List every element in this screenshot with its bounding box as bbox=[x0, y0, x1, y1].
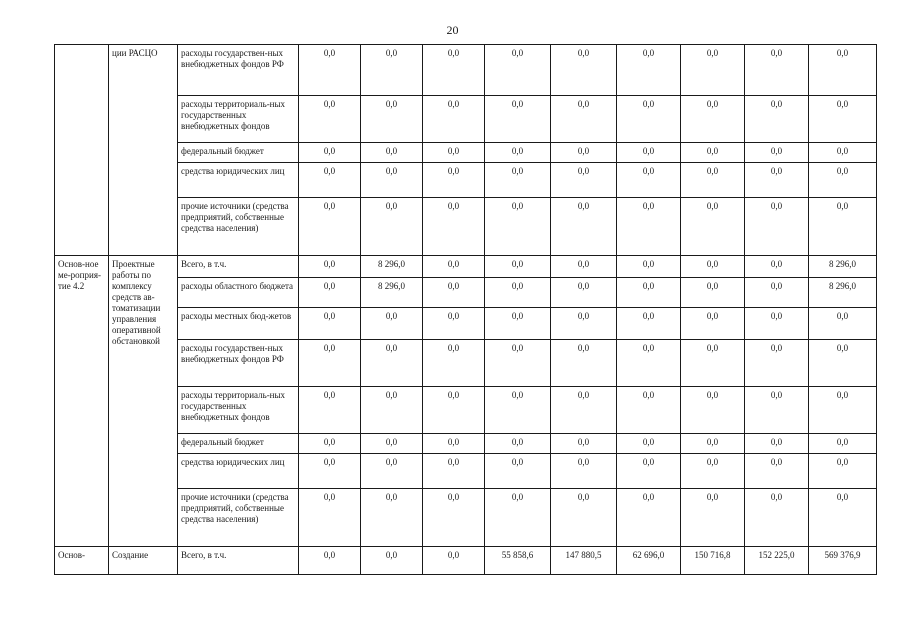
event-code-cell bbox=[55, 45, 109, 256]
amount-cell: 0,0 bbox=[617, 454, 681, 489]
amount-cell: 0,0 bbox=[485, 256, 551, 278]
amount-cell: 150 716,8 bbox=[681, 547, 745, 575]
amount-cell: 0,0 bbox=[299, 45, 361, 96]
funding-source-cell: расходы местных бюд-жетов bbox=[178, 308, 299, 340]
amount-cell: 0,0 bbox=[681, 45, 745, 96]
amount-cell: 0,0 bbox=[809, 489, 877, 547]
amount-cell: 0,0 bbox=[361, 308, 423, 340]
amount-cell: 0,0 bbox=[361, 340, 423, 387]
amount-cell: 0,0 bbox=[361, 45, 423, 96]
amount-cell: 0,0 bbox=[617, 163, 681, 198]
amount-cell: 0,0 bbox=[423, 308, 485, 340]
amount-cell: 0,0 bbox=[681, 434, 745, 454]
amount-cell: 8 296,0 bbox=[809, 256, 877, 278]
amount-cell: 0,0 bbox=[299, 308, 361, 340]
table-row bbox=[55, 308, 877, 340]
amount-cell: 62 696,0 bbox=[617, 547, 681, 575]
amount-cell: 0,0 bbox=[551, 163, 617, 198]
amount-cell: 0,0 bbox=[745, 434, 809, 454]
amount-cell: 0,0 bbox=[361, 434, 423, 454]
funding-source-cell: средства юридических лиц bbox=[178, 163, 299, 198]
table-row bbox=[55, 547, 877, 575]
amount-cell: 0,0 bbox=[423, 489, 485, 547]
amount-cell: 0,0 bbox=[617, 308, 681, 340]
amount-cell: 0,0 bbox=[681, 198, 745, 256]
amount-cell: 0,0 bbox=[551, 387, 617, 434]
amount-cell: 0,0 bbox=[617, 489, 681, 547]
funding-source-cell: Всего, в т.ч. bbox=[178, 256, 299, 278]
amount-cell: 0,0 bbox=[361, 96, 423, 143]
amount-cell: 8 296,0 bbox=[361, 278, 423, 308]
table-row bbox=[55, 143, 877, 163]
amount-cell: 0,0 bbox=[485, 198, 551, 256]
amount-cell: 0,0 bbox=[299, 547, 361, 575]
amount-cell: 0,0 bbox=[551, 45, 617, 96]
amount-cell: 0,0 bbox=[617, 387, 681, 434]
amount-cell: 0,0 bbox=[485, 96, 551, 143]
amount-cell: 0,0 bbox=[485, 163, 551, 198]
amount-cell: 0,0 bbox=[681, 340, 745, 387]
amount-cell: 0,0 bbox=[809, 143, 877, 163]
amount-cell: 0,0 bbox=[423, 198, 485, 256]
amount-cell: 0,0 bbox=[681, 163, 745, 198]
funding-source-cell: средства юридических лиц bbox=[178, 454, 299, 489]
table-row bbox=[55, 434, 877, 454]
amount-cell: 0,0 bbox=[299, 434, 361, 454]
table-row bbox=[55, 340, 877, 387]
amount-cell: 0,0 bbox=[551, 340, 617, 387]
amount-cell: 0,0 bbox=[681, 454, 745, 489]
amount-cell: 0,0 bbox=[551, 489, 617, 547]
amount-cell: 0,0 bbox=[809, 96, 877, 143]
amount-cell: 0,0 bbox=[745, 454, 809, 489]
amount-cell: 0,0 bbox=[423, 340, 485, 387]
amount-cell: 0,0 bbox=[745, 387, 809, 434]
amount-cell: 0,0 bbox=[485, 143, 551, 163]
amount-cell: 0,0 bbox=[617, 45, 681, 96]
amount-cell: 0,0 bbox=[681, 96, 745, 143]
amount-cell: 0,0 bbox=[361, 547, 423, 575]
table-row bbox=[55, 454, 877, 489]
amount-cell: 0,0 bbox=[299, 387, 361, 434]
amount-cell: 0,0 bbox=[299, 489, 361, 547]
amount-cell: 0,0 bbox=[809, 45, 877, 96]
amount-cell: 8 296,0 bbox=[361, 256, 423, 278]
event-code-cell: Основ-ное ме-роприя-тие 4.2 bbox=[55, 256, 109, 547]
amount-cell: 0,0 bbox=[423, 547, 485, 575]
event-name-cell: Проектные работы по комплексу средств ав-томатизации управления оперативной обстановкой bbox=[109, 256, 178, 547]
amount-cell: 0,0 bbox=[745, 163, 809, 198]
amount-cell: 0,0 bbox=[617, 340, 681, 387]
amount-cell: 0,0 bbox=[485, 308, 551, 340]
amount-cell: 0,0 bbox=[485, 489, 551, 547]
table-row bbox=[55, 278, 877, 308]
amount-cell: 147 880,5 bbox=[551, 547, 617, 575]
amount-cell: 0,0 bbox=[809, 163, 877, 198]
amount-cell: 0,0 bbox=[423, 454, 485, 489]
funding-source-cell: Всего, в т.ч. bbox=[178, 547, 299, 575]
table-row bbox=[55, 198, 877, 256]
funding-source-cell: расходы территориаль-ных государственных внебюджетных фондов bbox=[178, 387, 299, 434]
amount-cell: 0,0 bbox=[617, 96, 681, 143]
amount-cell: 0,0 bbox=[485, 434, 551, 454]
amount-cell: 0,0 bbox=[745, 45, 809, 96]
amount-cell: 0,0 bbox=[681, 387, 745, 434]
table-row bbox=[55, 387, 877, 434]
amount-cell: 0,0 bbox=[809, 308, 877, 340]
amount-cell: 0,0 bbox=[551, 454, 617, 489]
table-row bbox=[55, 256, 877, 278]
amount-cell: 152 225,0 bbox=[745, 547, 809, 575]
amount-cell: 0,0 bbox=[299, 454, 361, 489]
amount-cell: 0,0 bbox=[361, 163, 423, 198]
amount-cell: 0,0 bbox=[423, 45, 485, 96]
amount-cell: 0,0 bbox=[423, 163, 485, 198]
amount-cell: 0,0 bbox=[681, 143, 745, 163]
funding-source-cell: расходы государствен-ных внебюджетных фондов РФ bbox=[178, 45, 299, 96]
amount-cell: 0,0 bbox=[681, 489, 745, 547]
amount-cell: 0,0 bbox=[485, 45, 551, 96]
amount-cell: 0,0 bbox=[745, 256, 809, 278]
funding-table bbox=[54, 44, 877, 575]
amount-cell: 0,0 bbox=[551, 96, 617, 143]
amount-cell: 0,0 bbox=[551, 278, 617, 308]
amount-cell: 0,0 bbox=[681, 256, 745, 278]
amount-cell: 0,0 bbox=[745, 198, 809, 256]
amount-cell: 0,0 bbox=[745, 489, 809, 547]
event-name-cell: ции РАСЦО bbox=[109, 45, 178, 256]
amount-cell: 8 296,0 bbox=[809, 278, 877, 308]
amount-cell: 0,0 bbox=[809, 454, 877, 489]
amount-cell: 0,0 bbox=[299, 278, 361, 308]
table-row bbox=[55, 45, 877, 96]
amount-cell: 0,0 bbox=[681, 308, 745, 340]
amount-cell: 0,0 bbox=[485, 454, 551, 489]
amount-cell: 0,0 bbox=[809, 434, 877, 454]
funding-source-cell: расходы территориаль-ных государственных внебюджетных фондов bbox=[178, 96, 299, 143]
amount-cell: 0,0 bbox=[809, 340, 877, 387]
amount-cell: 0,0 bbox=[423, 143, 485, 163]
amount-cell: 0,0 bbox=[485, 278, 551, 308]
amount-cell: 0,0 bbox=[745, 96, 809, 143]
amount-cell: 0,0 bbox=[423, 278, 485, 308]
amount-cell: 0,0 bbox=[299, 143, 361, 163]
amount-cell: 0,0 bbox=[423, 434, 485, 454]
amount-cell: 0,0 bbox=[809, 198, 877, 256]
amount-cell: 0,0 bbox=[299, 163, 361, 198]
funding-source-cell: прочие источники (средства предприятий, собственные средства населения) bbox=[178, 198, 299, 256]
amount-cell: 55 858,6 bbox=[485, 547, 551, 575]
amount-cell: 0,0 bbox=[361, 489, 423, 547]
amount-cell: 0,0 bbox=[551, 256, 617, 278]
event-code-cell: Основ- bbox=[55, 547, 109, 575]
amount-cell: 0,0 bbox=[745, 143, 809, 163]
amount-cell: 0,0 bbox=[361, 454, 423, 489]
amount-cell: 0,0 bbox=[551, 143, 617, 163]
amount-cell: 0,0 bbox=[551, 434, 617, 454]
amount-cell: 0,0 bbox=[361, 198, 423, 256]
amount-cell: 0,0 bbox=[617, 198, 681, 256]
funding-source-cell: прочие источники (средства предприятий, собственные средства населения) bbox=[178, 489, 299, 547]
amount-cell: 0,0 bbox=[299, 198, 361, 256]
amount-cell: 0,0 bbox=[361, 143, 423, 163]
amount-cell: 0,0 bbox=[617, 256, 681, 278]
amount-cell: 0,0 bbox=[485, 340, 551, 387]
amount-cell: 0,0 bbox=[361, 387, 423, 434]
amount-cell: 0,0 bbox=[551, 198, 617, 256]
amount-cell: 0,0 bbox=[617, 434, 681, 454]
amount-cell: 0,0 bbox=[745, 308, 809, 340]
amount-cell: 0,0 bbox=[423, 256, 485, 278]
table-row bbox=[55, 96, 877, 143]
funding-source-cell: федеральный бюджет bbox=[178, 434, 299, 454]
funding-source-cell: расходы областного бюджета bbox=[178, 278, 299, 308]
table-row bbox=[55, 163, 877, 198]
amount-cell: 0,0 bbox=[617, 278, 681, 308]
amount-cell: 569 376,9 bbox=[809, 547, 877, 575]
amount-cell: 0,0 bbox=[485, 387, 551, 434]
event-name-cell: Создание bbox=[109, 547, 178, 575]
amount-cell: 0,0 bbox=[745, 278, 809, 308]
amount-cell: 0,0 bbox=[423, 96, 485, 143]
page-number: 20 bbox=[446, 23, 459, 37]
amount-cell: 0,0 bbox=[423, 387, 485, 434]
amount-cell: 0,0 bbox=[299, 96, 361, 143]
funding-source-cell: федеральный бюджет bbox=[178, 143, 299, 163]
amount-cell: 0,0 bbox=[617, 143, 681, 163]
amount-cell: 0,0 bbox=[809, 387, 877, 434]
amount-cell: 0,0 bbox=[299, 340, 361, 387]
table-row bbox=[55, 489, 877, 547]
amount-cell: 0,0 bbox=[551, 308, 617, 340]
amount-cell: 0,0 bbox=[681, 278, 745, 308]
amount-cell: 0,0 bbox=[299, 256, 361, 278]
amount-cell: 0,0 bbox=[745, 340, 809, 387]
funding-source-cell: расходы государствен-ных внебюджетных фондов РФ bbox=[178, 340, 299, 387]
